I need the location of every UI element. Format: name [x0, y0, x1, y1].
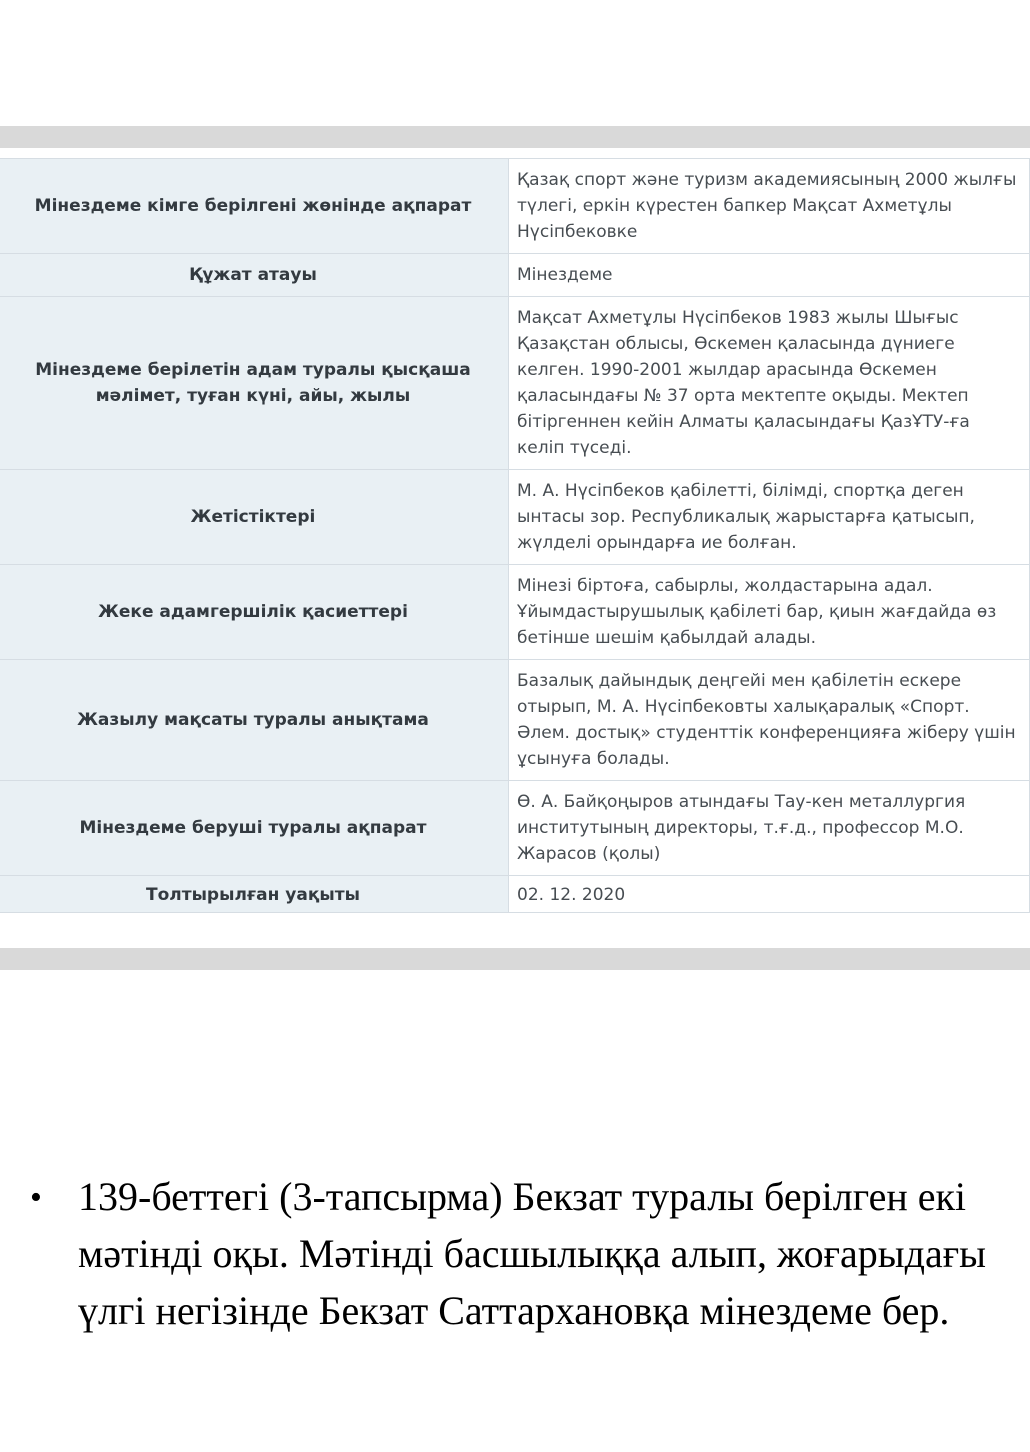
top-gray-band — [0, 126, 1030, 148]
table-row — [0, 781, 1030, 876]
table-row — [0, 565, 1030, 660]
row-value: Мінездеме — [509, 254, 1030, 297]
task-text: 139-беттегі (3-тапсырма) Бекзат туралы берілген екі мәтінді оқы. Мәтінді басшылыққа алып, жоғарыдағы үлгі негізінде Бекзат Саттархановқа мінездеме бер. — [78, 1174, 987, 1333]
row-label: Құжат атауы — [0, 254, 509, 297]
row-label: Жетістіктері — [0, 470, 509, 565]
row-value: Ө. А. Байқоңыров атындағы Тау-кен металлургия институтының директоры, т.ғ.д., профессор М.О. Жарасов (қолы) — [509, 781, 1030, 876]
task-instruction — [30, 1168, 1000, 1339]
table-row — [0, 470, 1030, 565]
table-row — [0, 876, 1030, 913]
row-value: Базалық дайындық деңгейі мен қабілетін ескере отырып, М. А. Нүсіпбековты халықаралық «Спорт. Әлем. достық» студенттік конференцияға жіберу үшін ұсынуға болады. — [509, 660, 1030, 781]
characteristic-table — [0, 158, 1030, 913]
row-value: 02. 12. 2020 — [509, 876, 1030, 913]
row-value: М. А. Нүсіпбеков қабілетті, білімді, спортқа деген ынтасы зор. Республикалық жарыстарға қатысып, жүлделі орындарға ие болған. — [509, 470, 1030, 565]
row-label: Мінездеме кімге берілгені жөнінде ақпарат — [0, 159, 509, 254]
row-value: Мінезі біртоға, сабырлы, жолдастарына адал. Ұйымдастырушылық қабілеті бар, қиын жағдайда өз бетінше шешім қабылдай алады. — [509, 565, 1030, 660]
bottom-gray-band — [0, 948, 1030, 970]
table-row — [0, 297, 1030, 470]
characteristic-table-container — [0, 158, 1030, 913]
row-label: Толтырылған уақыты — [0, 876, 509, 913]
table-row — [0, 159, 1030, 254]
row-value: Мақсат Ахметұлы Нүсіпбеков 1983 жылы Шығыс Қазақстан облысы, Өскемен қаласында дүниеге келген. 1990-2001 жылдар арасында Өскемен қаласындағы № 37 орта мектепте оқыды. Мектеп бітіргеннен кейін Алматы қаласындағы ҚазҰТУ-ға келіп түседі. — [509, 297, 1030, 470]
table-row — [0, 660, 1030, 781]
row-label: Мінездеме берілетін адам туралы қысқаша мәлімет, туған күні, айы, жылы — [0, 297, 509, 470]
row-label: Жазылу мақсаты туралы анықтама — [0, 660, 509, 781]
row-value: Қазақ спорт және туризм академиясының 2000 жылғы түлегі, еркін күрестен бапкер Мақсат Ахметұлы Нүсіпбековке — [509, 159, 1030, 254]
table-row — [0, 254, 1030, 297]
row-label: Мінездеме беруші туралы ақпарат — [0, 781, 509, 876]
bullet-point: • — [30, 1179, 42, 1216]
row-label: Жеке адамгершілік қасиеттері — [0, 565, 509, 660]
